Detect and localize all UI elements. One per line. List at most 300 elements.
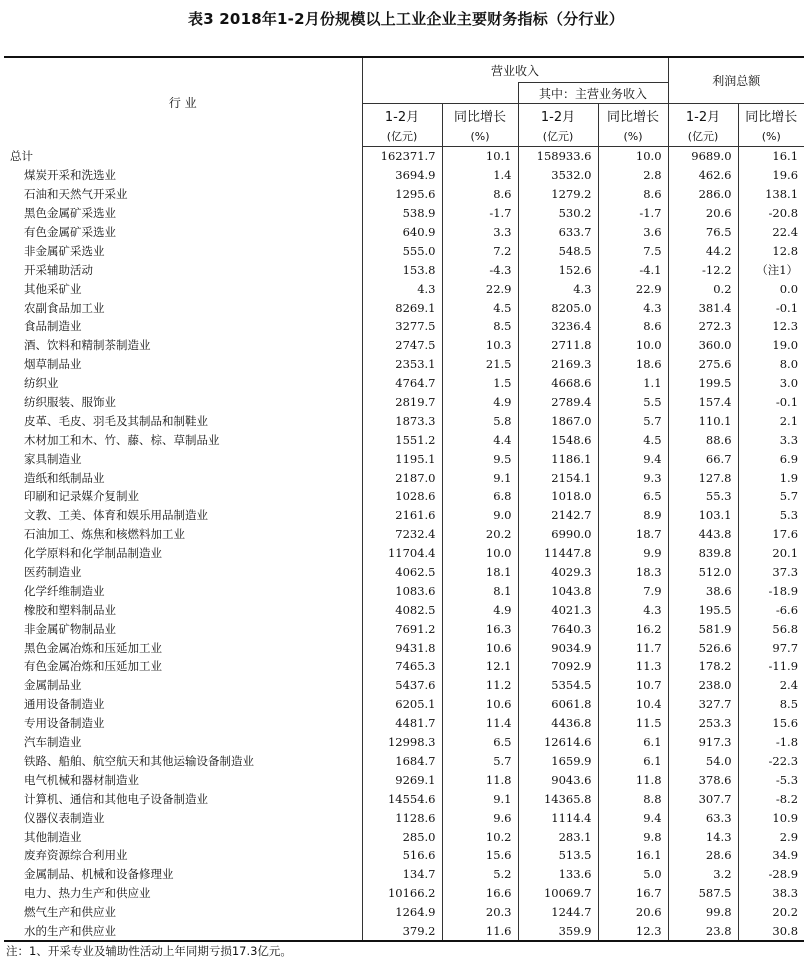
table-row: [4, 808, 804, 827]
revenue-growth: 8.1: [442, 581, 518, 600]
profit-growth: 20.2: [738, 903, 804, 922]
industry-name: 家具制造业: [24, 451, 82, 466]
table-row: [4, 563, 804, 582]
industry-name: 石油和天然气开采业: [24, 187, 128, 202]
profit-growth: 37.3: [738, 563, 804, 582]
table-row: [4, 903, 804, 922]
revenue-growth: 16.6: [442, 884, 518, 903]
industry-name: 总计: [10, 149, 33, 164]
main-revenue-value: 359.9: [518, 922, 598, 942]
profit-value: 275.6: [668, 355, 738, 374]
profit-growth: -5.3: [738, 770, 804, 789]
table-row: [4, 676, 804, 695]
industry-name: 燃气生产和供应业: [24, 905, 116, 920]
main-revenue-value: 4029.3: [518, 563, 598, 582]
main-revenue-value: 6061.8: [518, 695, 598, 714]
profit-value: 76.5: [668, 223, 738, 242]
revenue-value: 5437.6: [362, 676, 442, 695]
revenue-growth: 7.2: [442, 241, 518, 260]
revenue-growth: 10.2: [442, 827, 518, 846]
main-revenue-value: 4.3: [518, 279, 598, 298]
profit-value: 178.2: [668, 657, 738, 676]
main-revenue-value: 1279.2: [518, 185, 598, 204]
main-revenue-value: 4436.8: [518, 714, 598, 733]
table-row: [4, 827, 804, 846]
profit-value: 839.8: [668, 544, 738, 563]
revenue-growth: -1.7: [442, 204, 518, 223]
main-revenue-growth: 5.5: [598, 393, 668, 412]
profit-value: 526.6: [668, 638, 738, 657]
profit-growth: 12.8: [738, 241, 804, 260]
profit-growth: 22.4: [738, 223, 804, 242]
table-row: [4, 581, 804, 600]
table-row: [4, 922, 804, 942]
revenue-value: 1684.7: [362, 752, 442, 771]
industry-name: 其他采矿业: [24, 281, 82, 296]
revenue-value: 285.0: [362, 827, 442, 846]
main-revenue-value: 3532.0: [518, 166, 598, 185]
main-revenue-growth: 5.7: [598, 411, 668, 430]
profit-growth: 3.3: [738, 430, 804, 449]
revenue-value: 4.3: [362, 279, 442, 298]
profit-value: 103.1: [668, 506, 738, 525]
revenue-growth: 11.6: [442, 922, 518, 942]
main-revenue-growth: 8.8: [598, 789, 668, 808]
main-revenue-value: 1244.7: [518, 903, 598, 922]
industry-name: 其他制造业: [24, 829, 82, 844]
industry-name: 文教、工美、体育和娱乐用品制造业: [24, 508, 208, 523]
table-row: [4, 600, 804, 619]
main-revenue-value: 283.1: [518, 827, 598, 846]
table-row: [4, 317, 804, 336]
table-row: [4, 865, 804, 884]
main-revenue-growth: 18.7: [598, 525, 668, 544]
industry-name: 电力、热力生产和供应业: [24, 886, 151, 901]
table-row: [4, 223, 804, 242]
revenue-value: 9269.1: [362, 770, 442, 789]
profit-value: 199.5: [668, 374, 738, 393]
main-revenue-growth: 10.0: [598, 147, 668, 166]
table-title: 表3 2018年1-2月份规模以上工业企业主要财务指标（分行业）: [188, 10, 624, 28]
main-revenue-value: 2711.8: [518, 336, 598, 355]
revenue-growth: 4.5: [442, 298, 518, 317]
main-revenue-growth: 20.6: [598, 903, 668, 922]
revenue-growth: 8.6: [442, 185, 518, 204]
industry-name: 造纸和纸制品业: [24, 470, 105, 485]
profit-value: 66.7: [668, 449, 738, 468]
table-row: [4, 204, 804, 223]
profit-value: 28.6: [668, 846, 738, 865]
profit-growth: -1.8: [738, 733, 804, 752]
table-row: [4, 411, 804, 430]
main-revenue-header: 其中：主营业务收入: [518, 83, 668, 104]
industry-name: 铁路、船舶、航空航天和其他运输设备制造业: [24, 753, 254, 768]
profit-growth: 19.0: [738, 336, 804, 355]
revenue-growth: 8.5: [442, 317, 518, 336]
revenue-growth: 4.4: [442, 430, 518, 449]
industry-name: 印刷和记录媒介复制业: [24, 489, 139, 504]
revenue-growth: 9.0: [442, 506, 518, 525]
industry-name: 酒、饮料和精制茶制造业: [24, 338, 151, 353]
profit-value: 581.9: [668, 619, 738, 638]
profit-growth: 30.8: [738, 922, 804, 942]
revenue-value: 4764.7: [362, 374, 442, 393]
revenue-growth: 10.6: [442, 638, 518, 657]
revenue-value: 10166.2: [362, 884, 442, 903]
revenue-value: 4082.5: [362, 600, 442, 619]
industry-name: 通用设备制造业: [24, 697, 105, 712]
main-revenue-value: 1114.4: [518, 808, 598, 827]
revenue-period-header: 1-2月: [362, 104, 442, 127]
main-revenue-growth: 11.7: [598, 638, 668, 657]
main-revenue-growth: 9.3: [598, 468, 668, 487]
profit-growth: 3.0: [738, 374, 804, 393]
table-row: [4, 695, 804, 714]
profit-value: 63.3: [668, 808, 738, 827]
main-percent-unit: (%): [598, 126, 668, 147]
profit-growth: 34.9: [738, 846, 804, 865]
profit-value: 157.4: [668, 393, 738, 412]
profit-growth: 2.1: [738, 411, 804, 430]
main-revenue-value: 1548.6: [518, 430, 598, 449]
profit-growth: -6.6: [738, 600, 804, 619]
main-revenue-value: 530.2: [518, 204, 598, 223]
profit-growth: 12.3: [738, 317, 804, 336]
revenue-growth: 1.4: [442, 166, 518, 185]
main-revenue-value: 14365.8: [518, 789, 598, 808]
main-revenue-growth: 11.3: [598, 657, 668, 676]
main-revenue-growth: 3.6: [598, 223, 668, 242]
revenue-growth: 10.6: [442, 695, 518, 714]
revenue-value: 2187.0: [362, 468, 442, 487]
revenue-growth: 6.8: [442, 487, 518, 506]
main-revenue-value: 10069.7: [518, 884, 598, 903]
main-revenue-growth: 12.3: [598, 922, 668, 942]
revenue-growth: 18.1: [442, 563, 518, 582]
table-row: [4, 487, 804, 506]
table-row: [4, 241, 804, 260]
industry-name: 非金属矿物制品业: [24, 621, 116, 636]
revenue-growth: 4.9: [442, 393, 518, 412]
profit-value: 327.7: [668, 695, 738, 714]
main-revenue-growth: 8.6: [598, 317, 668, 336]
revenue-growth: 9.1: [442, 468, 518, 487]
profit-growth-header: 同比增长: [738, 104, 804, 127]
main-revenue-value: 2169.3: [518, 355, 598, 374]
revenue-growth: 3.3: [442, 223, 518, 242]
main-revenue-value: 7092.9: [518, 657, 598, 676]
profit-value: 286.0: [668, 185, 738, 204]
table-row: [4, 733, 804, 752]
main-revenue-growth: 6.1: [598, 752, 668, 771]
profit-growth: 38.3: [738, 884, 804, 903]
industry-name: 石油加工、炼焦和核燃料加工业: [24, 527, 185, 542]
main-revenue-growth: 16.2: [598, 619, 668, 638]
profit-value: 587.5: [668, 884, 738, 903]
main-revenue-value: 1186.1: [518, 449, 598, 468]
revenue-growth: 20.3: [442, 903, 518, 922]
table-row: [4, 374, 804, 393]
revenue-value: 3694.9: [362, 166, 442, 185]
revenue-growth-header: 同比增长: [442, 104, 518, 127]
revenue-growth: 10.0: [442, 544, 518, 563]
revenue-value: 7232.4: [362, 525, 442, 544]
profit-growth: -20.8: [738, 204, 804, 223]
industry-name: 橡胶和塑料制品业: [24, 602, 116, 617]
profit-growth: 0.0: [738, 279, 804, 298]
main-revenue-value: 548.5: [518, 241, 598, 260]
table-row: [4, 393, 804, 412]
table-row: [4, 147, 804, 166]
profit-growth: -8.2: [738, 789, 804, 808]
profit-value: 20.6: [668, 204, 738, 223]
revenue-value: 1295.6: [362, 185, 442, 204]
profit-growth: 20.1: [738, 544, 804, 563]
main-period-header: 1-2月: [518, 104, 598, 127]
profit-value: 253.3: [668, 714, 738, 733]
profit-value: 195.5: [668, 600, 738, 619]
main-revenue-value: 1018.0: [518, 487, 598, 506]
profit-growth: 138.1: [738, 185, 804, 204]
main-revenue-value: 1867.0: [518, 411, 598, 430]
industry-name: 化学纤维制造业: [24, 583, 105, 598]
revenue-growth: 20.2: [442, 525, 518, 544]
industry-name: 黑色金属矿采选业: [24, 206, 116, 221]
revenue-header-spacer: [362, 83, 518, 104]
profit-value: 443.8: [668, 525, 738, 544]
revenue-value: 14554.6: [362, 789, 442, 808]
main-revenue-value: 5354.5: [518, 676, 598, 695]
revenue-growth: 5.7: [442, 752, 518, 771]
revenue-growth: 1.5: [442, 374, 518, 393]
main-revenue-growth: 8.9: [598, 506, 668, 525]
industry-name: 非金属矿采选业: [24, 243, 105, 258]
main-revenue-value: 9043.6: [518, 770, 598, 789]
industry-name: 专用设备制造业: [24, 716, 105, 731]
table-row: [4, 430, 804, 449]
profit-value: 917.3: [668, 733, 738, 752]
main-growth-header: 同比增长: [598, 104, 668, 127]
main-revenue-growth: 9.8: [598, 827, 668, 846]
main-revenue-growth: 6.5: [598, 487, 668, 506]
revenue-value: 555.0: [362, 241, 442, 260]
revenue-growth: 6.5: [442, 733, 518, 752]
revenue-value: 7691.2: [362, 619, 442, 638]
revenue-value: 1083.6: [362, 581, 442, 600]
industry-name: 仪器仪表制造业: [24, 810, 105, 825]
main-revenue-growth: 7.5: [598, 241, 668, 260]
profit-growth: -0.1: [738, 393, 804, 412]
main-revenue-growth: 18.6: [598, 355, 668, 374]
profit-growth: 8.5: [738, 695, 804, 714]
main-revenue-value: 513.5: [518, 846, 598, 865]
profit-value: 23.8: [668, 922, 738, 942]
profit-value: 3.2: [668, 865, 738, 884]
profit-growth: -18.9: [738, 581, 804, 600]
profit-growth: 56.8: [738, 619, 804, 638]
main-revenue-value: 11447.8: [518, 544, 598, 563]
main-revenue-value: 158933.6: [518, 147, 598, 166]
table-row: [4, 355, 804, 374]
profit-value: 0.2: [668, 279, 738, 298]
revenue-value: 2353.1: [362, 355, 442, 374]
main-amount-unit: (亿元): [518, 126, 598, 147]
revenue-growth: 15.6: [442, 846, 518, 865]
profit-value: 88.6: [668, 430, 738, 449]
main-revenue-value: 2142.7: [518, 506, 598, 525]
revenue-value: 7465.3: [362, 657, 442, 676]
profit-value: 462.6: [668, 166, 738, 185]
profit-growth: -22.3: [738, 752, 804, 771]
profit-value: 54.0: [668, 752, 738, 771]
table-row: [4, 752, 804, 771]
main-revenue-growth: 4.3: [598, 298, 668, 317]
main-revenue-growth: 5.0: [598, 865, 668, 884]
table-row: [4, 884, 804, 903]
revenue-growth: 9.5: [442, 449, 518, 468]
table-row: [4, 279, 804, 298]
revenue-value: 516.6: [362, 846, 442, 865]
revenue-value: 3277.5: [362, 317, 442, 336]
main-revenue-value: 1659.9: [518, 752, 598, 771]
revenue-value: 2819.7: [362, 393, 442, 412]
profit-value: 14.3: [668, 827, 738, 846]
revenue-growth: 10.1: [442, 147, 518, 166]
profit-growth: 5.7: [738, 487, 804, 506]
main-revenue-growth: 8.6: [598, 185, 668, 204]
main-revenue-value: 12614.6: [518, 733, 598, 752]
profit-growth: -28.9: [738, 865, 804, 884]
main-revenue-growth: 2.8: [598, 166, 668, 185]
main-revenue-growth: 7.9: [598, 581, 668, 600]
table-row: [4, 298, 804, 317]
profit-growth: 10.9: [738, 808, 804, 827]
industry-name: 煤炭开采和洗选业: [24, 168, 116, 183]
main-revenue-growth: 9.4: [598, 808, 668, 827]
profit-growth: 17.6: [738, 525, 804, 544]
profit-growth: -11.9: [738, 657, 804, 676]
profit-growth: 5.3: [738, 506, 804, 525]
revenue-value: 4062.5: [362, 563, 442, 582]
table-row: [4, 544, 804, 563]
revenue-growth: 10.3: [442, 336, 518, 355]
profit-value: 99.8: [668, 903, 738, 922]
revenue-growth: -4.3: [442, 260, 518, 279]
revenue-value: 162371.7: [362, 147, 442, 166]
revenue-value: 153.8: [362, 260, 442, 279]
table-row: [4, 525, 804, 544]
main-revenue-value: 4021.3: [518, 600, 598, 619]
revenue-value: 4481.7: [362, 714, 442, 733]
profit-amount-unit: (亿元): [668, 126, 738, 147]
profit-value: 272.3: [668, 317, 738, 336]
profit-value: 378.6: [668, 770, 738, 789]
industry-name: 金属制品业: [24, 678, 82, 693]
revenue-amount-unit: (亿元): [362, 126, 442, 147]
table-row: [4, 714, 804, 733]
profit-growth: 15.6: [738, 714, 804, 733]
main-revenue-value: 133.6: [518, 865, 598, 884]
table-row: [4, 789, 804, 808]
revenue-value: 379.2: [362, 922, 442, 942]
industry-name: 废弃资源综合利用业: [24, 848, 128, 863]
table-body: [4, 147, 804, 942]
revenue-growth: 21.5: [442, 355, 518, 374]
industry-name: 农副食品加工业: [24, 300, 105, 315]
industry-name: 皮革、毛皮、羽毛及其制品和制鞋业: [24, 413, 208, 428]
main-revenue-growth: 9.9: [598, 544, 668, 563]
profit-header: 利润总额: [668, 57, 804, 104]
table-row: [4, 657, 804, 676]
revenue-value: 6205.1: [362, 695, 442, 714]
profit-growth: 16.1: [738, 147, 804, 166]
main-revenue-growth: 16.7: [598, 884, 668, 903]
table-row: [4, 506, 804, 525]
main-revenue-growth: 16.1: [598, 846, 668, 865]
revenue-value: 640.9: [362, 223, 442, 242]
main-revenue-value: 9034.9: [518, 638, 598, 657]
profit-growth: （注1）: [738, 260, 804, 279]
main-revenue-value: 2789.4: [518, 393, 598, 412]
profit-value: 55.3: [668, 487, 738, 506]
table-row: [4, 166, 804, 185]
industry-name: 纺织服装、服饰业: [24, 395, 116, 410]
industry-name: 汽车制造业: [24, 735, 82, 750]
table-row: [4, 638, 804, 657]
profit-growth: 97.7: [738, 638, 804, 657]
industry-name: 水的生产和供应业: [4, 922, 362, 942]
profit-growth: 19.6: [738, 166, 804, 185]
profit-value: 307.7: [668, 789, 738, 808]
revenue-value: 12998.3: [362, 733, 442, 752]
main-revenue-growth: 10.7: [598, 676, 668, 695]
profit-growth: -0.1: [738, 298, 804, 317]
main-revenue-value: 2154.1: [518, 468, 598, 487]
profit-value: 44.2: [668, 241, 738, 260]
industry-name: 烟草制品业: [24, 357, 82, 372]
table-row: [4, 619, 804, 638]
revenue-growth: 16.3: [442, 619, 518, 638]
main-revenue-growth: -4.1: [598, 260, 668, 279]
main-revenue-value: 8205.0: [518, 298, 598, 317]
revenue-growth: 9.6: [442, 808, 518, 827]
table-row: [4, 336, 804, 355]
main-revenue-value: 152.6: [518, 260, 598, 279]
revenue-growth: 11.4: [442, 714, 518, 733]
main-revenue-growth: 10.4: [598, 695, 668, 714]
profit-growth: 2.4: [738, 676, 804, 695]
table-row: [4, 846, 804, 865]
revenue-percent-unit: (%): [442, 126, 518, 147]
main-revenue-growth: 11.8: [598, 770, 668, 789]
main-revenue-value: 3236.4: [518, 317, 598, 336]
revenue-value: 1128.6: [362, 808, 442, 827]
revenue-growth: 4.9: [442, 600, 518, 619]
main-revenue-value: 6990.0: [518, 525, 598, 544]
revenue-growth: 9.1: [442, 789, 518, 808]
revenue-value: 134.7: [362, 865, 442, 884]
industry-name: 开采辅助活动: [24, 262, 93, 277]
revenue-value: 8269.1: [362, 298, 442, 317]
profit-value: 9689.0: [668, 147, 738, 166]
profit-growth: 1.9: [738, 468, 804, 487]
profit-percent-unit: (%): [738, 126, 804, 147]
table-row: [4, 770, 804, 789]
revenue-value: 538.9: [362, 204, 442, 223]
profit-value: 360.0: [668, 336, 738, 355]
profit-growth: 6.9: [738, 449, 804, 468]
profit-period-header: 1-2月: [668, 104, 738, 127]
